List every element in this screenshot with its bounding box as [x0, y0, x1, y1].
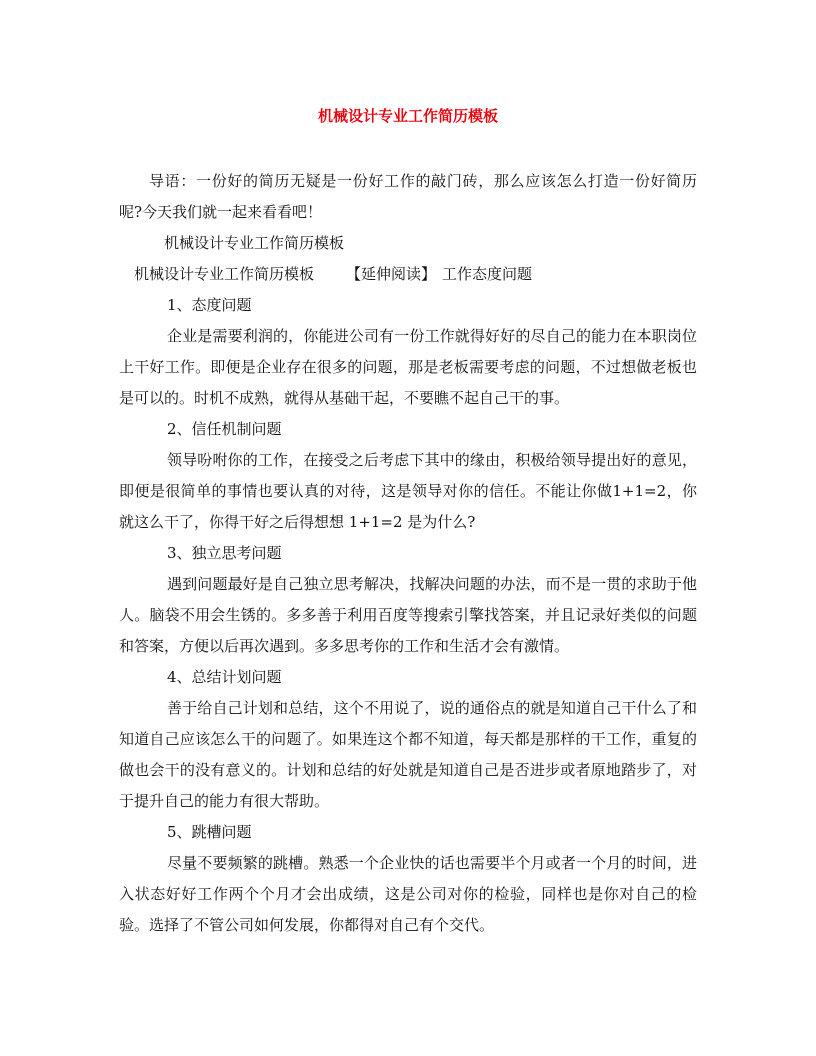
reading-topic: 工作态度问题 — [442, 265, 533, 283]
section-body: 尽量不要频繁的跳槽。熟悉一个企业快的话也需要半个月或者一个月的时间，进入状态好好工作两个个月才会出成绩，这是公司对你的检验，同样也是你对自己的检验。选择了不管公司如何发展，你都得对自己有个交代。 — [119, 854, 697, 934]
section-heading: 5、跳槽问题 — [167, 823, 252, 841]
section-heading: 3、独立思考问题 — [167, 544, 282, 562]
intro-paragraph: 导语：一份好的简历无疑是一份好工作的敲门砖，那么应该怎么打造一份好简历呢?今天我们就一起来看看吧！ — [119, 172, 697, 221]
section-body: 领导吩咐你的工作，在接受之后考虑下其中的缘由，积极给领导提出好的意见，即便是很简单的事情也要认真的对待，这是领导对你的信任。不能让你做1+1=2，你就这么干了，你得干好之后得想想 1+1=2 是为什么? — [119, 451, 697, 531]
document-body — [119, 166, 697, 941]
subtitle-line: 机械设计专业工作简历模板 — [164, 234, 345, 252]
section-heading: 2、信任机制问题 — [167, 420, 282, 438]
section-body: 遇到问题最好是自己独立思考解决，找解决问题的办法，而不是一贯的求助于他人。脑袋不用会生锈的。多多善于利用百度等搜索引擎找答案，并且记录好类似的问题和答案，方便以后再次遇到。多多思考你的工作和生活才会有激情。 — [119, 575, 697, 655]
section-body: 善于给自己计划和总结，这个不用说了，说的通俗点的就是知道自己干什么了和知道自己应该怎么干的问题了。如果连这个都不知道，每天都是那样的干工作，重复的做也会干的没有意义的。计划和总结的好处就是知道自己是否进步或者原地踏步了，对于提升自己的能力有很大帮助。 — [119, 699, 697, 810]
section-heading: 4、总结计划问题 — [167, 668, 282, 686]
extended-reading-tag: 【延伸阅读】 — [346, 265, 437, 283]
document-title: 机械设计专业工作简历模板 — [317, 107, 498, 125]
section-heading: 1、态度问题 — [167, 296, 252, 314]
reading-line-title: 机械设计专业工作简历模板 — [134, 265, 315, 283]
extended-reading-line — [119, 259, 697, 290]
section-body: 企业是需要利润的，你能进公司有一份工作就得好好的尽自己的能力在本职岗位上干好工作。即便是企业存在很多的问题，那是老板需要考虑的问题，不过想做老板也是可以的。时机不成熟，就得从基础干起，不要瞧不起自己干的事。 — [119, 327, 697, 407]
